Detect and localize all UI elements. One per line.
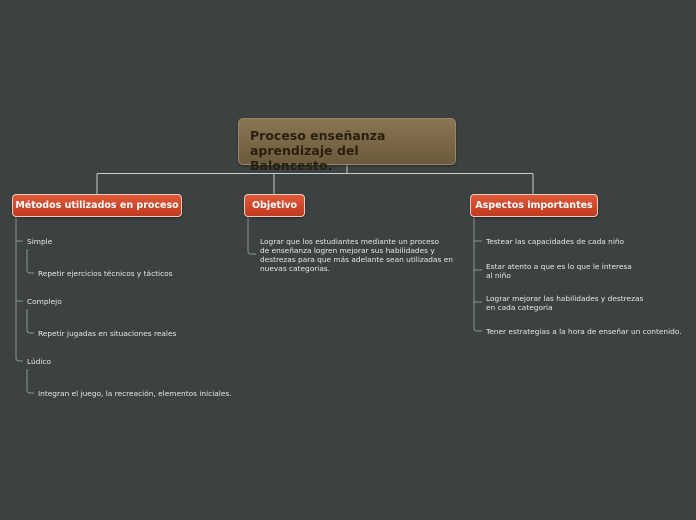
root-node[interactable] xyxy=(238,118,456,173)
leaf-simple-child[interactable]: Repetir ejercicios técnicos y tácticos xyxy=(38,269,173,278)
leaf-aspectos-item3[interactable] xyxy=(486,294,643,312)
objetivo-line-1: Lograr que los estudiantes mediante un proceso xyxy=(260,237,440,246)
leaf-objetivo-text[interactable] xyxy=(260,237,453,273)
leaf-complejo[interactable]: Complejo xyxy=(27,297,62,306)
root-title-line1: Proceso enseñanza xyxy=(250,128,386,143)
leaf-complejo-child[interactable]: Repetir jugadas en situaciones reales xyxy=(38,329,177,338)
item2-line-2: al niño xyxy=(486,271,511,280)
connector-complejo-child xyxy=(27,309,34,333)
branch-node-aspectos[interactable]: Aspectos importantes xyxy=(470,194,598,217)
leaf-ludico[interactable]: Lúdico xyxy=(27,357,52,366)
item3-line-2: en cada categoria xyxy=(486,303,553,312)
connector-aspectos-spine xyxy=(474,217,482,331)
objetivo-line-3: destrezas para que más adelante sean utilizadas en xyxy=(260,255,453,264)
leaf-simple[interactable]: Simple xyxy=(27,237,53,246)
connector-objetivo-child xyxy=(248,217,256,254)
leaf-aspectos-item2[interactable] xyxy=(486,262,632,280)
objetivo-line-4: nuevas categorias. xyxy=(260,264,331,273)
branch-node-metodos[interactable]: Métodos utilizados en proceso xyxy=(12,194,182,217)
item3-line-1: Lograr mejorar las habilidades y destrezas xyxy=(486,294,644,303)
root-title-line2: aprendizaje del Baloncesto. xyxy=(250,143,359,173)
branch-node-objetivo[interactable]: Objetivo xyxy=(244,194,305,217)
leaf-ludico-child[interactable]: Integran el juego, la recreación, elementos iniciales. xyxy=(38,389,232,398)
connector-simple-child xyxy=(27,249,34,273)
leaf-aspectos-item4[interactable]: Tener estrategias a la hora de enseñar un contenido. xyxy=(486,327,682,336)
leaf-aspectos-item1[interactable]: Testear las capacidades de cada niño xyxy=(486,237,625,246)
connector-ludico-child xyxy=(27,369,34,393)
item2-line-1: Estar atento a que es lo que le interesa xyxy=(486,262,632,271)
connector-metodos-spine xyxy=(16,217,23,361)
objetivo-line-2: de enseñanza logren mejorar sus habilidades y xyxy=(260,246,435,255)
